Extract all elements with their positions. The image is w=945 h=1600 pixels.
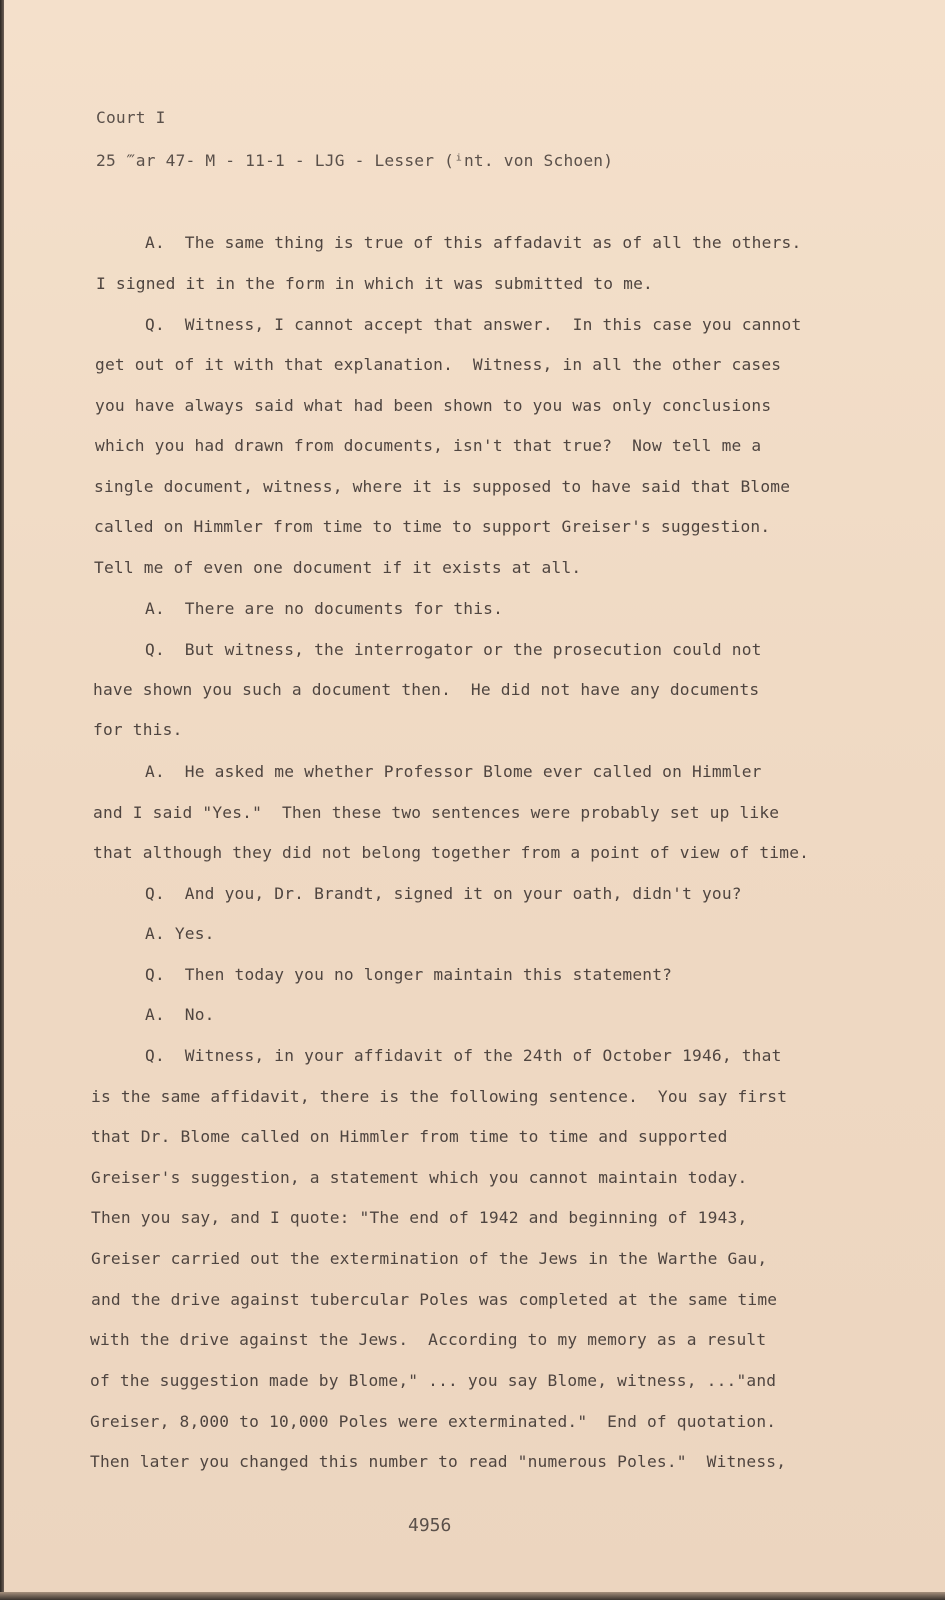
transcript-line: for this. [93,720,183,739]
transcript-line: Q. Then today you no longer maintain this statement? [145,965,673,984]
transcript-line: I signed it in the form in which it was submitted to me. [96,274,653,293]
transcript-line: have shown you such a document then. He did not have any documents [93,680,760,699]
transcript-line: A. Yes. [145,924,215,943]
transcript-line: A. No. [145,1005,215,1024]
transcript-line: is the same affidavit, there is the following sentence. You say first [91,1087,788,1106]
transcript-line: Greiser's suggestion, a statement which you cannot maintain today. [91,1168,748,1187]
transcript-line: A. He asked me whether Professor Blome ever called on Himmler [145,762,762,781]
transcript-line: A. The same thing is true of this affadavit as of all the others. [145,233,802,252]
transcript-line: and the drive against tubercular Poles was completed at the same time [91,1290,778,1309]
transcript-line: Greiser, 8,000 to 10,000 Poles were exterminated." End of quotation. [90,1412,777,1431]
transcript-line: single document, witness, where it is supposed to have said that Blome [94,477,791,496]
transcript-line: you have always said what had been shown to you was only conclusions [95,396,772,415]
transcript-line: and I said "Yes." Then these two sentences were probably set up like [93,803,780,822]
page-edge-left [0,0,4,1600]
transcript-line: get out of it with that explanation. Witness, in all the other cases [95,355,782,374]
transcript-line: Q. Witness, I cannot accept that answer. In this case you cannot [145,315,802,334]
court-header: Court I [96,108,166,127]
transcript-line: Q. Witness, in your affidavit of the 24th of October 1946, that [145,1046,782,1065]
transcript-line: Tell me of even one document if it exists at all. [94,558,582,577]
page-edge-bottom [0,1592,945,1600]
transcript-line: called on Himmler from time to time to support Greiser's suggestion. [94,517,771,536]
transcript-line: Q. And you, Dr. Brandt, signed it on your oath, didn't you? [145,884,742,903]
transcript-line: Greiser carried out the extermination of the Jews in the Warthe Gau, [91,1249,768,1268]
transcript-line: that Dr. Blome called on Himmler from time to time and supported [91,1127,728,1146]
transcript-line: that although they did not belong together from a point of view of time. [93,843,810,862]
transcript-line: Then you say, and I quote: "The end of 1942 and beginning of 1943, [91,1208,748,1227]
transcript-line: which you had drawn from documents, isn't that true? Now tell me a [95,436,762,455]
page-number: 4956 [408,1515,452,1536]
transcript-line: Then later you changed this number to read "numerous Poles." Witness, [90,1452,787,1471]
transcript-line: with the drive against the Jews. According to my memory as a result [90,1330,767,1349]
transcript-line: A. There are no documents for this. [145,599,504,618]
transcript-line: of the suggestion made by Blome," ... you say Blome, witness, ..."and [90,1371,777,1390]
session-header: 25 ‴ar 47- M - 11-1 - LJG - Lesser (ⁱnt. von Schoen) [96,151,614,170]
transcript-line: Q. But witness, the interrogator or the prosecution could not [145,640,762,659]
